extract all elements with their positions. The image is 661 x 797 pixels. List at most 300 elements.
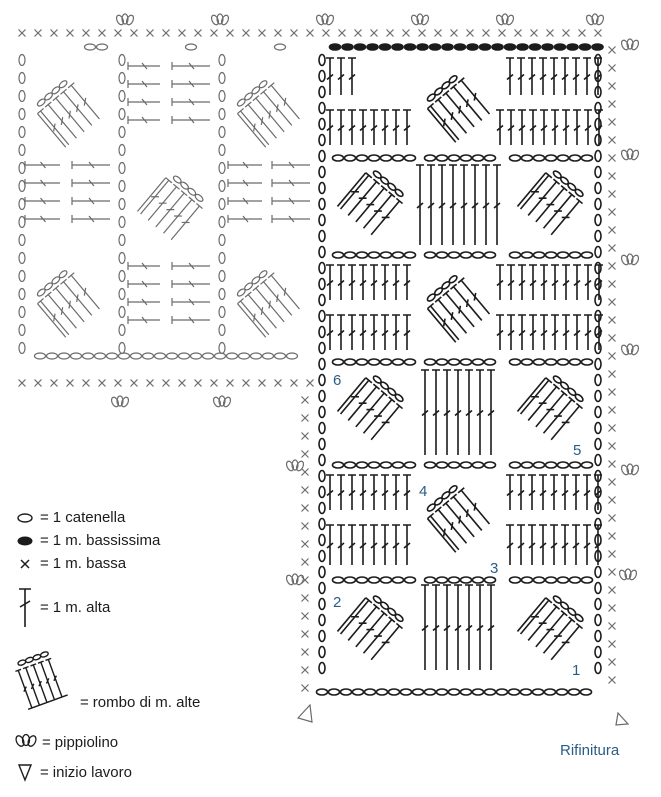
chain-stitch bbox=[191, 353, 202, 359]
double-crochet bbox=[443, 370, 451, 455]
single-crochet bbox=[67, 30, 74, 37]
chain-stitch bbox=[425, 577, 436, 583]
slip-stitch bbox=[492, 44, 503, 50]
chain-stitch bbox=[35, 353, 46, 359]
chain-stitch bbox=[357, 462, 368, 468]
double-crochet bbox=[172, 280, 210, 288]
chain-stitch bbox=[595, 311, 601, 322]
single-crochet bbox=[609, 245, 616, 252]
chain-stitch bbox=[595, 375, 601, 386]
chain-stitch bbox=[319, 615, 325, 626]
double-crochet bbox=[172, 80, 210, 88]
double-crochet bbox=[539, 58, 547, 95]
double-crochet bbox=[392, 315, 400, 350]
chain-stitch bbox=[534, 252, 545, 258]
single-crochet bbox=[302, 541, 309, 548]
double-crochet bbox=[476, 370, 484, 455]
chain-stitch bbox=[155, 353, 166, 359]
single-crochet bbox=[147, 30, 154, 37]
double-crochet bbox=[518, 315, 526, 350]
chain-stitch bbox=[319, 487, 325, 498]
single-crochet bbox=[19, 380, 26, 387]
chain-stitch bbox=[239, 353, 250, 359]
chain-stitch bbox=[119, 353, 130, 359]
double-crochet bbox=[540, 110, 548, 145]
chain-stitch bbox=[83, 353, 94, 359]
chain-stitch bbox=[263, 353, 274, 359]
chain-stitch bbox=[558, 577, 569, 583]
picot bbox=[585, 14, 605, 26]
chain-stitch bbox=[570, 252, 581, 258]
double-crochet bbox=[272, 197, 310, 205]
rhombus-of-doubles bbox=[422, 71, 493, 142]
chain-stitch bbox=[534, 359, 545, 365]
chain-stitch bbox=[413, 689, 424, 695]
chain-stitch bbox=[319, 167, 325, 178]
double-crochet bbox=[403, 315, 411, 350]
single-crochet bbox=[609, 101, 616, 108]
picot bbox=[115, 14, 135, 26]
chain-stitch bbox=[119, 217, 125, 228]
double-crochet bbox=[432, 370, 440, 455]
single-crochet bbox=[302, 649, 309, 656]
single-crochet bbox=[403, 30, 410, 37]
chain-stitch bbox=[381, 359, 392, 365]
chain-stitch bbox=[595, 247, 601, 258]
single-crochet bbox=[371, 30, 378, 37]
double-crochet bbox=[471, 165, 479, 245]
single-crochet bbox=[609, 371, 616, 378]
chain-stitch bbox=[19, 109, 25, 120]
slip-stitch bbox=[530, 44, 541, 50]
chain-stitch bbox=[437, 252, 448, 258]
chain-stitch bbox=[522, 359, 533, 365]
double-crochet bbox=[518, 265, 526, 300]
double-crochet bbox=[326, 315, 334, 350]
single-crochet bbox=[609, 605, 616, 612]
single-crochet bbox=[19, 30, 26, 37]
double-crochet bbox=[128, 80, 160, 88]
single-crochet bbox=[147, 380, 154, 387]
chain-stitch bbox=[595, 647, 601, 658]
chain-stitch bbox=[333, 462, 344, 468]
single-crochet bbox=[243, 30, 250, 37]
chain-stitch bbox=[319, 567, 325, 578]
single-crochet bbox=[609, 173, 616, 180]
chain-stitch bbox=[19, 217, 25, 228]
double-crochet bbox=[551, 315, 559, 350]
double-crochet bbox=[403, 110, 411, 145]
chain-stitch bbox=[369, 252, 380, 258]
chain-stitch bbox=[570, 462, 581, 468]
single-crochet-icon bbox=[14, 556, 36, 572]
chain-stitch bbox=[595, 423, 601, 434]
single-crochet bbox=[609, 227, 616, 234]
picot bbox=[410, 14, 430, 26]
rhombus-of-doubles bbox=[232, 76, 303, 147]
single-crochet bbox=[609, 47, 616, 54]
chain-stitch bbox=[345, 462, 356, 468]
legend-rhombus-label: rombo di m. alte bbox=[92, 693, 201, 711]
rhombus-of-doubles bbox=[422, 481, 493, 552]
chain-stitch bbox=[449, 155, 460, 161]
chain-stitch bbox=[497, 689, 508, 695]
double-crochet bbox=[584, 315, 592, 350]
chain-stitch bbox=[19, 181, 25, 192]
chain-stitch bbox=[461, 462, 472, 468]
double-crochet bbox=[128, 316, 160, 324]
chain-stitch bbox=[510, 155, 521, 161]
chain-stitch bbox=[485, 359, 496, 365]
double-crochet bbox=[381, 315, 389, 350]
legend-rhombus: = rombo di m. alte bbox=[14, 645, 200, 715]
chain-stitch bbox=[319, 647, 325, 658]
slip-stitch bbox=[392, 44, 403, 50]
double-crochet bbox=[370, 265, 378, 300]
chain-stitch bbox=[319, 71, 325, 82]
double-crochet bbox=[550, 58, 558, 95]
chain-stitch bbox=[19, 199, 25, 210]
chain-stitch bbox=[219, 307, 225, 318]
chain-stitch bbox=[319, 199, 325, 210]
chain-stitch bbox=[319, 455, 325, 466]
chain-stitch bbox=[533, 689, 544, 695]
chain-stitch bbox=[405, 359, 416, 365]
picot bbox=[285, 460, 305, 472]
picot-icon bbox=[14, 733, 38, 751]
chain-stitch bbox=[319, 327, 325, 338]
double-crochet bbox=[348, 110, 356, 145]
chain-stitch bbox=[595, 439, 601, 450]
chain-stitch bbox=[437, 577, 448, 583]
chain-stitch bbox=[287, 353, 298, 359]
chain-stitch bbox=[595, 295, 601, 306]
single-crochet bbox=[302, 523, 309, 530]
single-crochet bbox=[609, 335, 616, 342]
slip-stitch bbox=[555, 44, 566, 50]
double-crochet bbox=[72, 179, 110, 187]
double-crochet bbox=[550, 475, 558, 510]
chain-stitch bbox=[425, 462, 436, 468]
single-crochet bbox=[227, 380, 234, 387]
single-crochet bbox=[35, 30, 42, 37]
double-crochet bbox=[326, 58, 334, 95]
slip-stitch bbox=[505, 44, 516, 50]
double-crochet bbox=[348, 315, 356, 350]
chain-stitch bbox=[405, 462, 416, 468]
chain-stitch bbox=[19, 271, 25, 282]
chain-stitch bbox=[510, 462, 521, 468]
single-crochet bbox=[547, 30, 554, 37]
chain-stitch bbox=[219, 163, 225, 174]
chain-stitch bbox=[393, 359, 404, 365]
double-crochet bbox=[465, 370, 473, 455]
chain-stitch bbox=[369, 359, 380, 365]
chain-stitch bbox=[595, 263, 601, 274]
double-crochet bbox=[128, 262, 160, 270]
double-crochet bbox=[427, 165, 435, 245]
double-crochet bbox=[561, 475, 569, 510]
double-crochet bbox=[584, 110, 592, 145]
chain-stitch bbox=[393, 155, 404, 161]
picot bbox=[285, 574, 305, 586]
single-crochet bbox=[531, 30, 538, 37]
double-crochet bbox=[228, 197, 262, 205]
double-crochet bbox=[421, 370, 429, 455]
double-crochet bbox=[337, 110, 345, 145]
single-crochet bbox=[609, 281, 616, 288]
chain-stitch bbox=[381, 155, 392, 161]
single-crochet bbox=[195, 380, 202, 387]
double-crochet bbox=[392, 525, 400, 565]
chain-stitch bbox=[473, 359, 484, 365]
chain-stitch bbox=[345, 359, 356, 365]
double-crochet bbox=[326, 265, 334, 300]
double-crochet bbox=[496, 110, 504, 145]
chain-stitch bbox=[219, 325, 225, 336]
chain-stitch bbox=[546, 155, 557, 161]
chain-stitch bbox=[119, 253, 125, 264]
chain-stitch bbox=[522, 155, 533, 161]
chain-stitch bbox=[473, 155, 484, 161]
slip-stitch bbox=[542, 44, 553, 50]
double-crochet bbox=[128, 116, 160, 124]
round-number-3: 3 bbox=[490, 560, 499, 577]
double-crochet bbox=[326, 475, 334, 510]
single-crochet bbox=[355, 30, 362, 37]
double-crochet bbox=[381, 265, 389, 300]
single-crochet bbox=[307, 30, 314, 37]
single-crochet bbox=[51, 380, 58, 387]
double-crochet bbox=[172, 316, 210, 324]
chain-stitch bbox=[521, 689, 532, 695]
double-crochet bbox=[172, 62, 210, 70]
double-crochet bbox=[493, 165, 501, 245]
single-crochet bbox=[302, 595, 309, 602]
chain-stitch bbox=[558, 359, 569, 365]
chain-stitch bbox=[485, 689, 496, 695]
chain-stitch bbox=[545, 689, 556, 695]
single-crochet bbox=[609, 677, 616, 684]
chain-stitch bbox=[319, 231, 325, 242]
single-crochet bbox=[163, 380, 170, 387]
legend bbox=[14, 505, 284, 795]
double-crochet bbox=[518, 110, 526, 145]
chain-stitch bbox=[95, 353, 106, 359]
chain-stitch bbox=[546, 577, 557, 583]
chain-stitch bbox=[595, 343, 601, 354]
double-crochet bbox=[551, 110, 559, 145]
double-crochet bbox=[25, 161, 60, 169]
legend-picot-label: pippiolino bbox=[54, 733, 119, 751]
single-crochet bbox=[467, 30, 474, 37]
single-crochet bbox=[302, 613, 309, 620]
chain-stitch bbox=[227, 353, 238, 359]
chain-stitch bbox=[119, 271, 125, 282]
double-crochet bbox=[403, 265, 411, 300]
chain-stitch bbox=[341, 689, 352, 695]
chain-stitch bbox=[219, 235, 225, 246]
chain-stitch-icon bbox=[14, 510, 36, 526]
chain-stitch bbox=[473, 252, 484, 258]
chain-stitch bbox=[215, 353, 226, 359]
single-crochet bbox=[179, 380, 186, 387]
double-crochet bbox=[172, 298, 210, 306]
chain-stitch bbox=[119, 199, 125, 210]
slip-stitch bbox=[455, 44, 466, 50]
double-crochet bbox=[449, 165, 457, 245]
chain-stitch bbox=[461, 577, 472, 583]
chain-stitch bbox=[319, 503, 325, 514]
double-crochet bbox=[562, 315, 570, 350]
single-crochet bbox=[131, 30, 138, 37]
chain-stitch bbox=[71, 353, 82, 359]
chain-stitch bbox=[319, 247, 325, 258]
double-crochet bbox=[128, 280, 160, 288]
chain-stitch bbox=[319, 439, 325, 450]
double-crochet bbox=[403, 525, 411, 565]
chain-stitch bbox=[393, 462, 404, 468]
single-crochet bbox=[211, 30, 218, 37]
picot bbox=[620, 39, 640, 51]
chain-stitch bbox=[595, 663, 601, 674]
chain-stitch bbox=[546, 359, 557, 365]
chain-stitch bbox=[510, 359, 521, 365]
double-crochet bbox=[443, 585, 451, 670]
slip-stitch bbox=[517, 44, 528, 50]
chain-stitch bbox=[219, 145, 225, 156]
chain-stitch bbox=[449, 359, 460, 365]
chain-stitch bbox=[179, 353, 190, 359]
chain-stitch bbox=[570, 155, 581, 161]
slip-stitch bbox=[380, 44, 391, 50]
single-crochet bbox=[302, 433, 309, 440]
single-crochet bbox=[609, 317, 616, 324]
double-crochet bbox=[128, 298, 160, 306]
chain-stitch bbox=[357, 359, 368, 365]
caption-finishing: Rifinitura bbox=[560, 742, 620, 759]
chain-stitch bbox=[461, 155, 472, 161]
chain-stitch bbox=[119, 127, 125, 138]
chain-stitch bbox=[437, 462, 448, 468]
single-crochet bbox=[609, 497, 616, 504]
double-crochet bbox=[359, 475, 367, 510]
double-crochet bbox=[272, 179, 310, 187]
double-crochet bbox=[438, 165, 446, 245]
double-crochet bbox=[507, 265, 515, 300]
chain-stitch bbox=[595, 359, 601, 370]
double-crochet bbox=[337, 315, 345, 350]
picot bbox=[620, 149, 640, 161]
chain-stitch bbox=[219, 127, 225, 138]
single-crochet bbox=[99, 30, 106, 37]
chain-stitch bbox=[595, 615, 601, 626]
legend-slip-label: 1 m. bassissima bbox=[52, 532, 161, 549]
double-crochet bbox=[562, 265, 570, 300]
chain-stitch bbox=[19, 307, 25, 318]
double-crochet bbox=[496, 315, 504, 350]
single-crochet bbox=[609, 479, 616, 486]
round-number-2: 2 bbox=[333, 594, 342, 611]
chain-stitch bbox=[353, 689, 364, 695]
double-crochet bbox=[348, 525, 356, 565]
chain-stitch bbox=[319, 343, 325, 354]
chain-stitch bbox=[595, 151, 601, 162]
double-crochet bbox=[72, 215, 110, 223]
chain-stitch bbox=[357, 577, 368, 583]
single-crochet bbox=[609, 515, 616, 522]
chain-stitch bbox=[377, 689, 388, 695]
single-crochet bbox=[83, 380, 90, 387]
chain-stitch bbox=[319, 279, 325, 290]
chain-stitch bbox=[203, 353, 214, 359]
chain-stitch bbox=[595, 631, 601, 642]
single-crochet bbox=[339, 30, 346, 37]
chain-stitch bbox=[595, 103, 601, 114]
single-crochet bbox=[51, 30, 58, 37]
start-triangle bbox=[616, 713, 628, 725]
single-crochet bbox=[291, 30, 298, 37]
chain-stitch bbox=[319, 407, 325, 418]
double-crochet bbox=[172, 116, 210, 124]
chain-stitch bbox=[319, 87, 325, 98]
single-crochet bbox=[609, 407, 616, 414]
chain-stitch bbox=[19, 343, 25, 354]
chain-stitch bbox=[582, 252, 593, 258]
slip-stitch bbox=[330, 44, 341, 50]
chain-stitch bbox=[119, 343, 125, 354]
double-crochet bbox=[432, 585, 440, 670]
chain-stitch bbox=[333, 252, 344, 258]
chain-stitch bbox=[534, 462, 545, 468]
chain-stitch bbox=[97, 44, 108, 50]
single-crochet bbox=[451, 30, 458, 37]
chain-stitch bbox=[143, 353, 154, 359]
chain-stitch bbox=[425, 359, 436, 365]
chain-stitch bbox=[345, 577, 356, 583]
chain-stitch bbox=[557, 689, 568, 695]
rhombus-of-doubles bbox=[422, 271, 493, 342]
double-crochet bbox=[529, 110, 537, 145]
slip-stitch bbox=[580, 44, 591, 50]
single-crochet bbox=[609, 137, 616, 144]
single-crochet bbox=[435, 30, 442, 37]
chain-stitch bbox=[369, 577, 380, 583]
chain-stitch bbox=[319, 663, 325, 674]
double-crochet bbox=[359, 525, 367, 565]
single-crochet bbox=[302, 631, 309, 638]
single-crochet bbox=[323, 30, 330, 37]
chain-stitch bbox=[449, 577, 460, 583]
single-crochet bbox=[99, 380, 106, 387]
chain-stitch bbox=[319, 391, 325, 402]
chain-stitch bbox=[119, 307, 125, 318]
chain-stitch bbox=[19, 253, 25, 264]
double-crochet bbox=[562, 110, 570, 145]
double-crochet bbox=[506, 475, 514, 510]
double-crochet bbox=[172, 98, 210, 106]
legend-start: = inizio lavoro bbox=[14, 762, 132, 782]
slip-stitch bbox=[480, 44, 491, 50]
double-crochet bbox=[172, 262, 210, 270]
slip-stitch bbox=[567, 44, 578, 50]
double-crochet bbox=[507, 315, 515, 350]
chain-stitch bbox=[319, 295, 325, 306]
chain-stitch bbox=[425, 689, 436, 695]
single-crochet bbox=[609, 425, 616, 432]
chain-stitch bbox=[582, 462, 593, 468]
chain-stitch bbox=[510, 577, 521, 583]
